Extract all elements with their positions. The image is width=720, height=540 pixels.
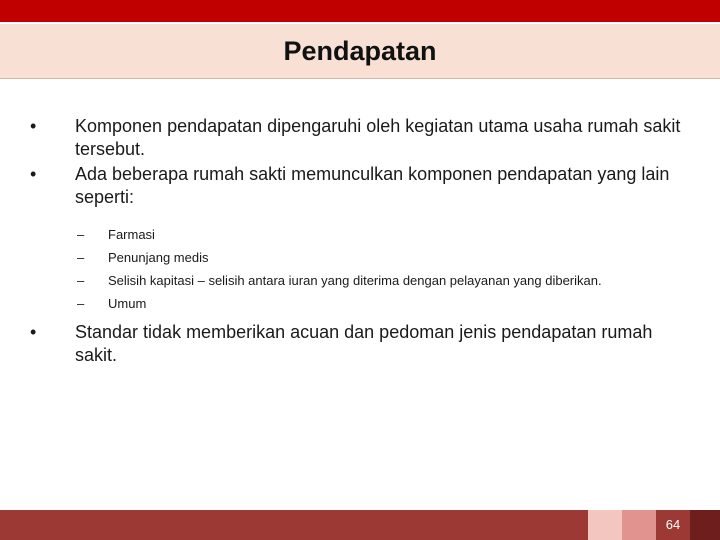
sub-list-item <box>77 223 690 246</box>
footer-pale-segment <box>588 510 622 540</box>
sub-list-item <box>77 269 690 292</box>
slide-body <box>30 115 690 369</box>
bullet-text: Standar tidak memberikan acuan dan pedoman jenis pendapatan rumah sakit. <box>75 322 653 365</box>
slide-title: Pendapatan <box>283 36 437 66</box>
sub-item-text: Penunjang medis <box>108 250 209 265</box>
sub-item-text: Umum <box>108 296 147 311</box>
dash-marker: – <box>77 296 85 311</box>
sub-list <box>77 223 690 315</box>
bullet-marker: • <box>30 164 37 184</box>
bullet-item <box>30 163 690 209</box>
bullet-marker: • <box>30 322 37 342</box>
footer-main-segment <box>0 510 588 540</box>
bullet-item <box>30 115 690 161</box>
footer-bar <box>0 510 720 540</box>
dash-marker: – <box>77 273 85 288</box>
sub-list-item <box>77 246 690 269</box>
top-accent-bar <box>0 0 720 22</box>
bullet-text: Ada beberapa rumah sakti memunculkan komponen pendapatan yang lain seperti: <box>75 164 670 207</box>
footer-dark-segment <box>690 510 720 540</box>
page-number: 64 <box>665 517 681 532</box>
bullet-text: Komponen pendapatan dipengaruhi oleh kegiatan utama usaha rumah sakit tersebut. <box>75 116 681 159</box>
sub-item-text: Farmasi <box>108 227 155 242</box>
sub-list-item <box>77 292 690 315</box>
footer-mid-segment <box>622 510 656 540</box>
bullet-marker: • <box>30 116 37 136</box>
bullet-item <box>30 321 690 367</box>
dash-marker: – <box>77 250 85 265</box>
dash-marker: – <box>77 227 85 242</box>
sub-item-text: Selisih kapitasi – selisih antara iuran yang diterima dengan pelayanan yang diberikan. <box>108 273 602 288</box>
